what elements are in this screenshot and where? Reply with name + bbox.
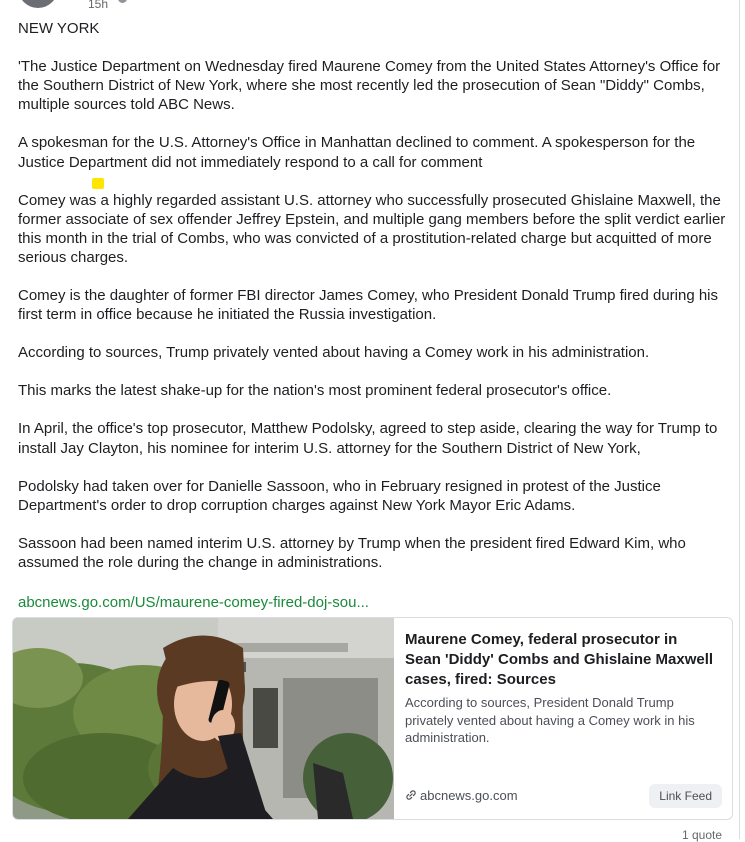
post-paragraph: Sassoon had been named interim U.S. attorney by Trump when the president fired Edward Kim, who assumed the role during the change in administrations. <box>18 534 686 572</box>
preview-title[interactable]: Maurene Comey, federal prosecutor in Sean 'Diddy' Combs and Ghislaine Maxwell cases, fired: Sources <box>405 631 714 688</box>
post-paragraph: This marks the latest shake-up for the nation's most prominent federal prosecutor's office. <box>18 382 612 400</box>
article-link[interactable]: abcnews.go.com/US/maurene-comey-fired-doj-sou... <box>18 594 369 611</box>
post-paragraph: In April, the office's top prosecutor, Matthew Podolsky, agreed to step aside, clearing the way for Trump to install Jay Clayton, his nominee for interim U.S. attorney for the Southern District of New York, <box>18 420 718 457</box>
avatar[interactable] <box>18 0 58 8</box>
post-timestamp[interactable]: 15h <box>88 0 109 11</box>
quote-count[interactable]: 1 quote <box>682 828 723 842</box>
post-paragraph: According to sources, Trump privately vented about having a Comey work in his administration. <box>18 344 650 362</box>
post-paragraph: Comey is the daughter of former FBI director James Comey, who President Donald Trump fired during his first term in office because he initiated the Russia investigation. <box>18 287 719 324</box>
link-feed-button[interactable]: Link Feed <box>649 784 722 808</box>
post-paragraph: A spokesman for the U.S. Attorney's Office in Manhattan declined to comment. A spokesperson for the Justice Department did not immediately respond to a call for comment <box>18 134 696 171</box>
post-text <box>18 19 728 572</box>
post-paragraph: Podolsky had taken over for Danielle Sassoon, who in February resigned in protest of the Justice Department's order to drop corruption charges against New York Mayor Eric Adams. <box>18 477 661 514</box>
preview-domain <box>405 788 518 803</box>
post-paragraph: NEW YORK <box>18 20 100 37</box>
post-paragraph: Comey was a highly regarded assistant U.S. attorney who successfully prosecuted Ghislaine Maxwell, the former associate of sex offender Jeffrey Epstein, and multiple gang members before the split verdict earlier this month in the trial of Combs, who was convicted of a prostitution-related charge but acquitted of more serious charges. <box>18 191 726 267</box>
preview-description: According to sources, President Donald Trump privately vented about having a Comey work in his administration. <box>405 695 695 745</box>
preview-thumbnail[interactable] <box>13 618 394 819</box>
highlight-marker <box>92 178 104 189</box>
post-paragraph: 'The Justice Department on Wednesday fired Maurene Comey from the United States Attorney's Office for the Southern District of New York, where she most recently led the prosecution of Sean "Diddy" Combs, multiple sources told ABC News. <box>18 58 721 114</box>
link-icon <box>405 789 417 801</box>
link-preview-card[interactable] <box>12 617 733 820</box>
globe-icon <box>118 0 127 3</box>
preview-domain-text: abcnews.go.com <box>420 788 518 803</box>
